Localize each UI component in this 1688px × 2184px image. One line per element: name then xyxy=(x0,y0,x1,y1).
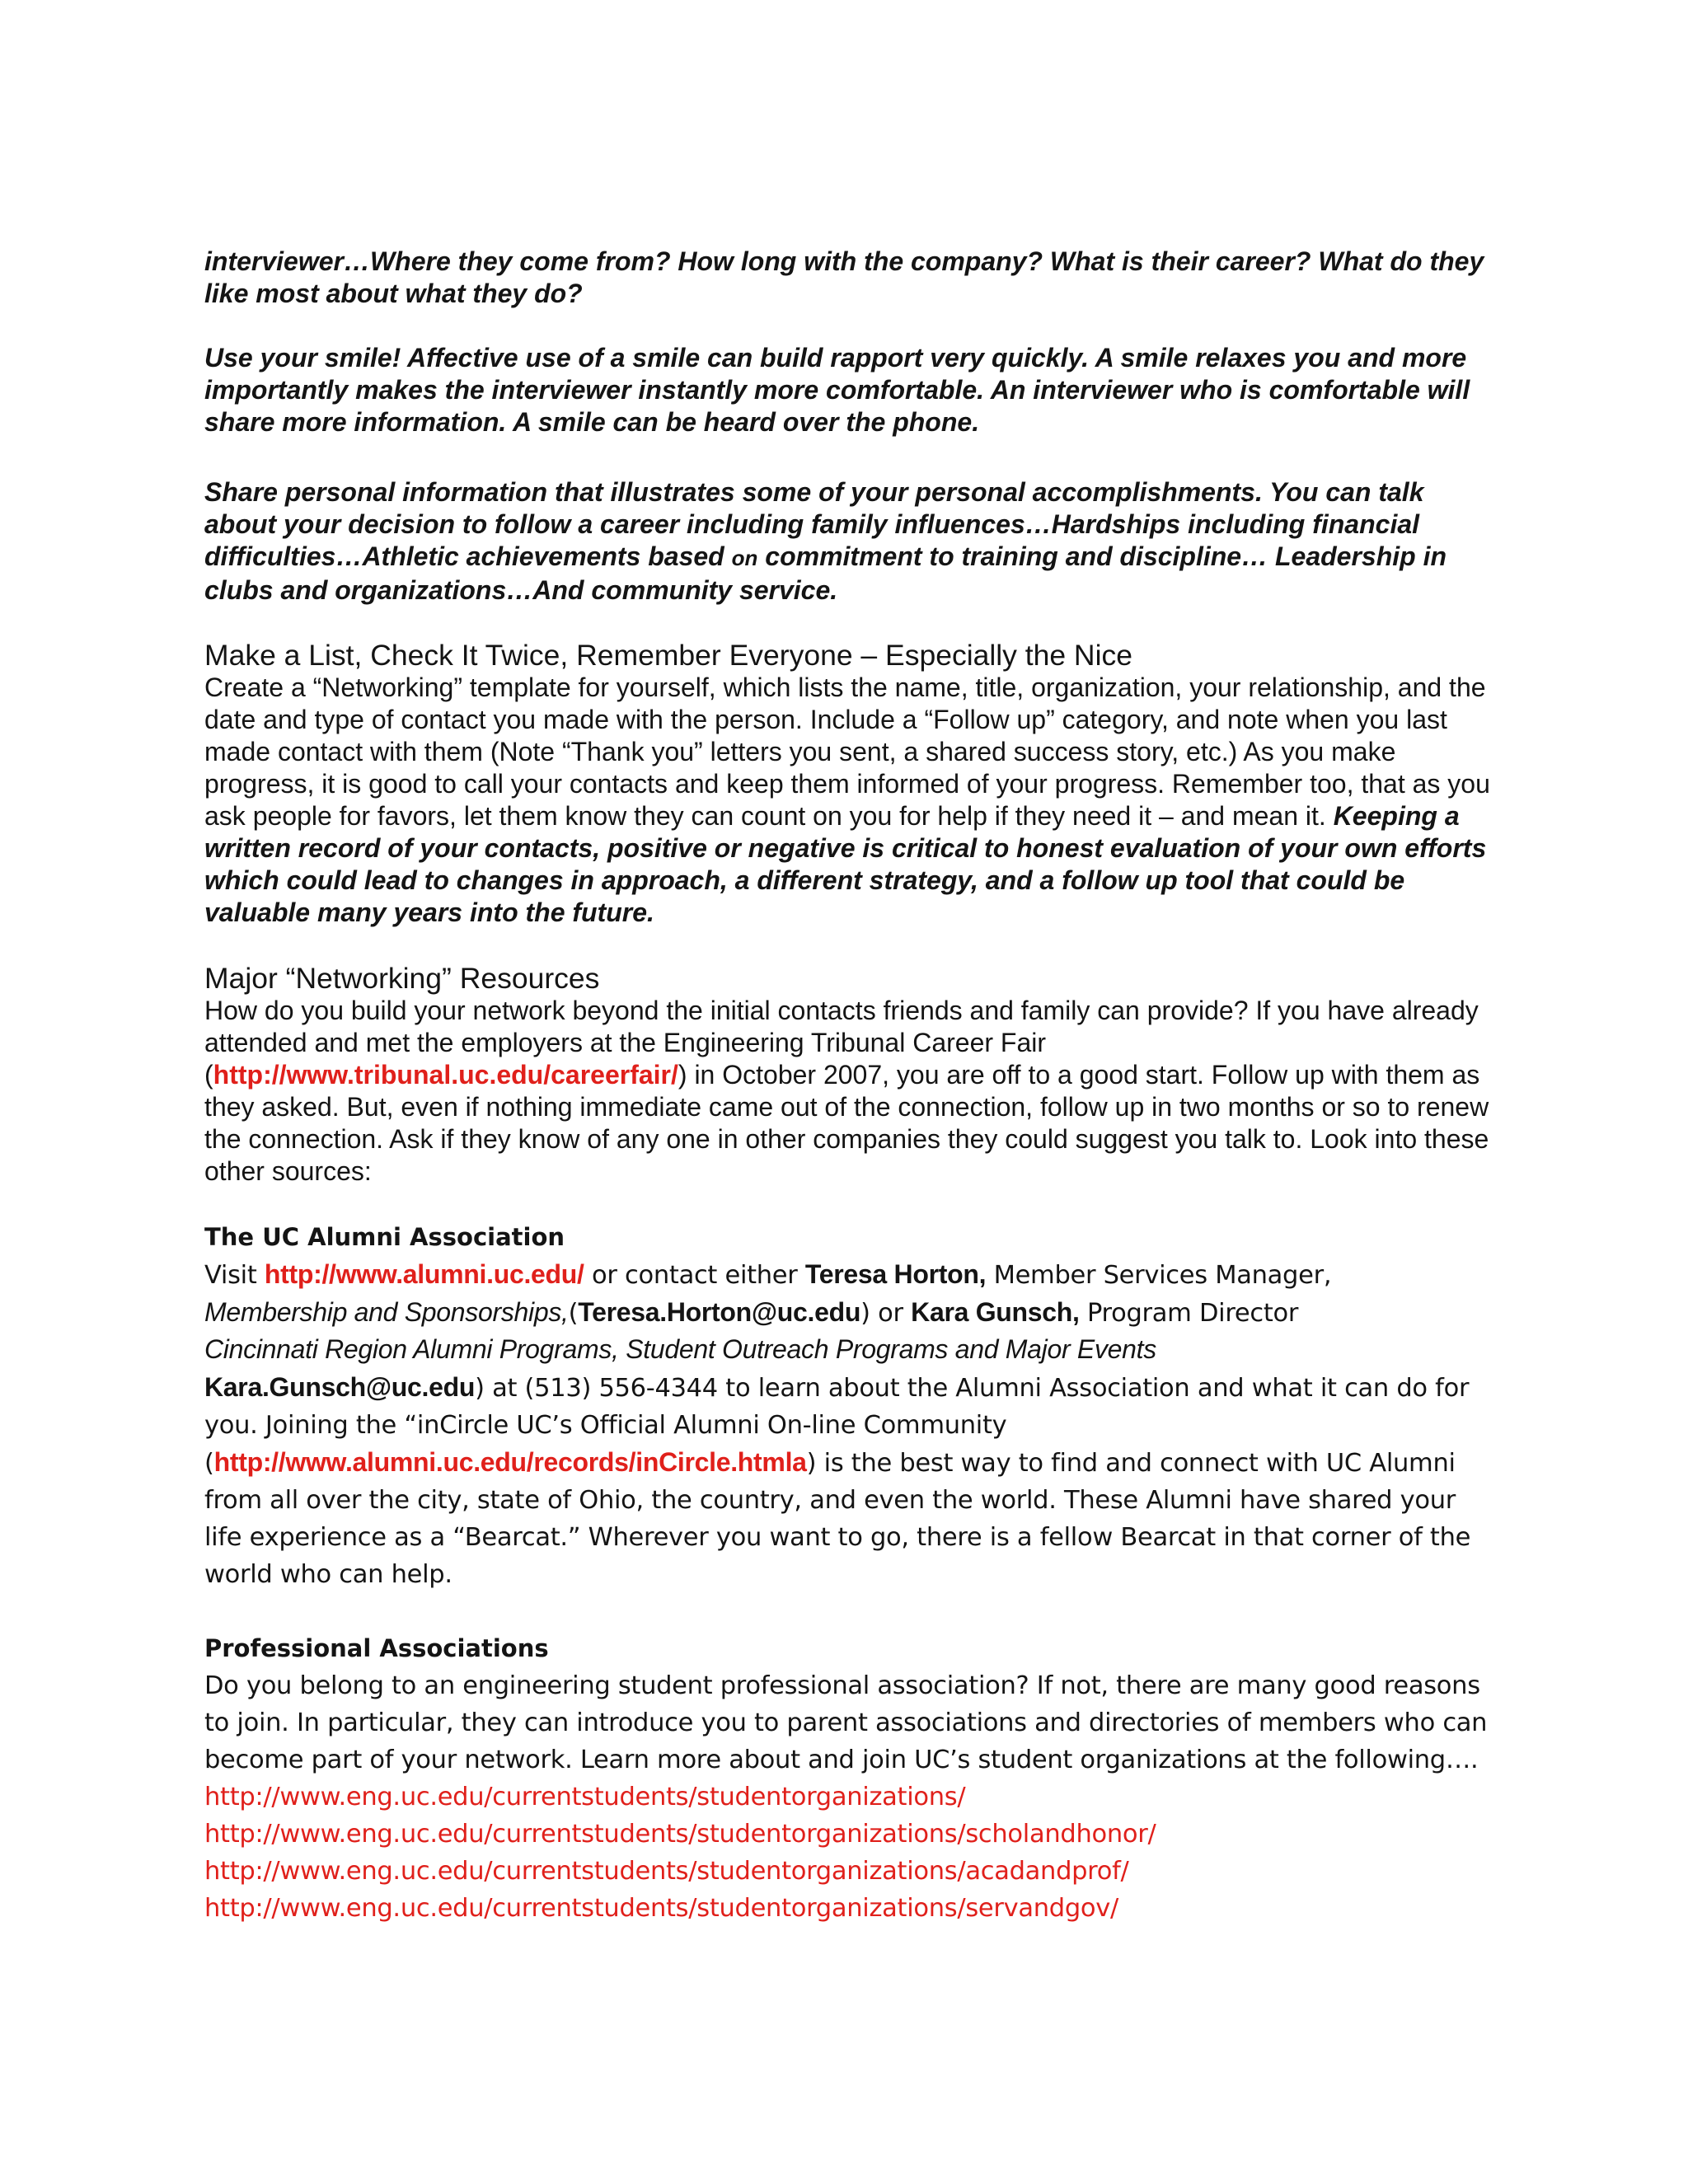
email-kara[interactable]: Kara.Gunsch@uc.edu xyxy=(204,1372,476,1402)
paragraph-networking-template: Create a “Networking” template for yourself, which lists the name, title, organization, your relationship, and the date and type of contact you made with the person. Include a “Follow up” category, and note when you last made contact with them (Note “Thank you” letters you sent, a shared success story, etc.) As you make progress, it is good to call your contacts and keep them informed of your progress. Remember too, that as you ask people for favors, let them know they can count on you for help if they need it – and mean it. Keeping a written record of your contacts, positive or negative is critical to honest evaluation of your own efforts which could lead to changes in approach, a different strategy, and a follow up tool that could be valuable many years into the future. xyxy=(204,673,1490,927)
paragraph-professional: Do you belong to an engineering student professional association? If not, there are many good reasons to join. In particular, they can introduce you to parent associations and directories of members who can become part of your network. Learn more about and join UC’s student organizations at the following…. xyxy=(204,1671,1488,1774)
paragraph-build-network: How do you build your network beyond the initial contacts friends and family can provide? If you have already attended and met the employers at the Engineering Tribunal Career Fair (http://www.tribunal.uc.edu/careerfair/) in October 2007, you are off to a good start. Follow up with them as they asked. But, even if nothing immediate came out of the connection, follow up in two months or so to renew the connection. Ask if they know of any one in other companies they could suggest you talk to. Look into these other sources: xyxy=(204,996,1489,1186)
link-incircle[interactable]: http://www.alumni.uc.edu/records/inCircle.htmla xyxy=(213,1447,807,1477)
document-page xyxy=(204,246,1490,1927)
section-make-a-list xyxy=(204,639,1490,929)
link-servandgov[interactable]: http://www.eng.uc.edu/currentstudents/studentorganizations/servandgov/ xyxy=(204,1894,1119,1923)
paragraph-alumni: Visit http://www.alumni.uc.edu/ or contact either Teresa Horton, Member Services Manager, Membership and Sponsorships,(Teresa.Horton@uc.edu) or Kara Gunsch, Program Director Cincinnati Region Alumni Programs, Student Outreach Programs and Major Events Kara.Gunsch@uc.edu) at (513) 556-4344 to learn about the Alumni Association and what it can do for you. Joining the “inCircle UC’s Official Alumni On-line Community (http://www.alumni.uc.edu/records/inCircle.htmla) is the best way to find and connect with UC Alumni from all over the city, state of Ohio, the country, and even the world. These Alumni have shared your life experience as a “Bearcat.” Wherever you want to go, there is a fellow Bearcat in that corner of the world who can help. xyxy=(204,1259,1471,1589)
contact-name-teresa: Teresa Horton, xyxy=(804,1259,987,1289)
contact-name-kara: Kara Gunsch, xyxy=(911,1297,1080,1327)
email-teresa[interactable]: Teresa.Horton@uc.edu xyxy=(578,1297,861,1327)
heading-professional-associations: Professional Associations xyxy=(204,1634,549,1662)
section-professional xyxy=(204,1630,1490,1927)
org-links-list xyxy=(204,1779,1490,1927)
heading-make-a-list: Make a List, Check It Twice, Remember Everyone – Especially the Nice xyxy=(204,639,1132,672)
link-studentorganizations[interactable]: http://www.eng.uc.edu/currentstudents/studentorganizations/ xyxy=(204,1783,966,1811)
paragraph-smile: Use your smile! Affective use of a smile can build rapport very quickly. A smile relaxes you and more importantly makes the interviewer instantly more comfortable. An interviewer who is comfortable will share more information. A smile can be heard over the phone. xyxy=(204,343,1470,437)
link-careerfair[interactable]: http://www.tribunal.uc.edu/careerfair/ xyxy=(213,1060,678,1090)
link-acadandprof[interactable]: http://www.eng.uc.edu/currentstudents/studentorganizations/acadandprof/ xyxy=(204,1857,1129,1886)
link-scholandhonor[interactable]: http://www.eng.uc.edu/currentstudents/studentorganizations/scholandhonor/ xyxy=(204,1820,1156,1849)
heading-major-resources: Major “Networking” Resources xyxy=(204,962,600,995)
paragraph-interviewer: interviewer…Where they come from? How long with the company? What is their career? What do they like most about what they do? xyxy=(204,246,1484,308)
section-major-resources xyxy=(204,962,1490,1188)
section-alumni xyxy=(204,1219,1490,1593)
paragraph-personal-info: Share personal information that illustrates some of your personal accomplishments. You can talk about your decision to follow a career including family influences…Hardships including financial difficulties…Athletic achievements based on commitment to training and discipline… Leadership in clubs and organizations…And community service. xyxy=(204,477,1447,605)
heading-alumni-association: The UC Alumni Association xyxy=(204,1223,565,1251)
link-alumni[interactable]: http://www.alumni.uc.edu/ xyxy=(264,1259,584,1289)
